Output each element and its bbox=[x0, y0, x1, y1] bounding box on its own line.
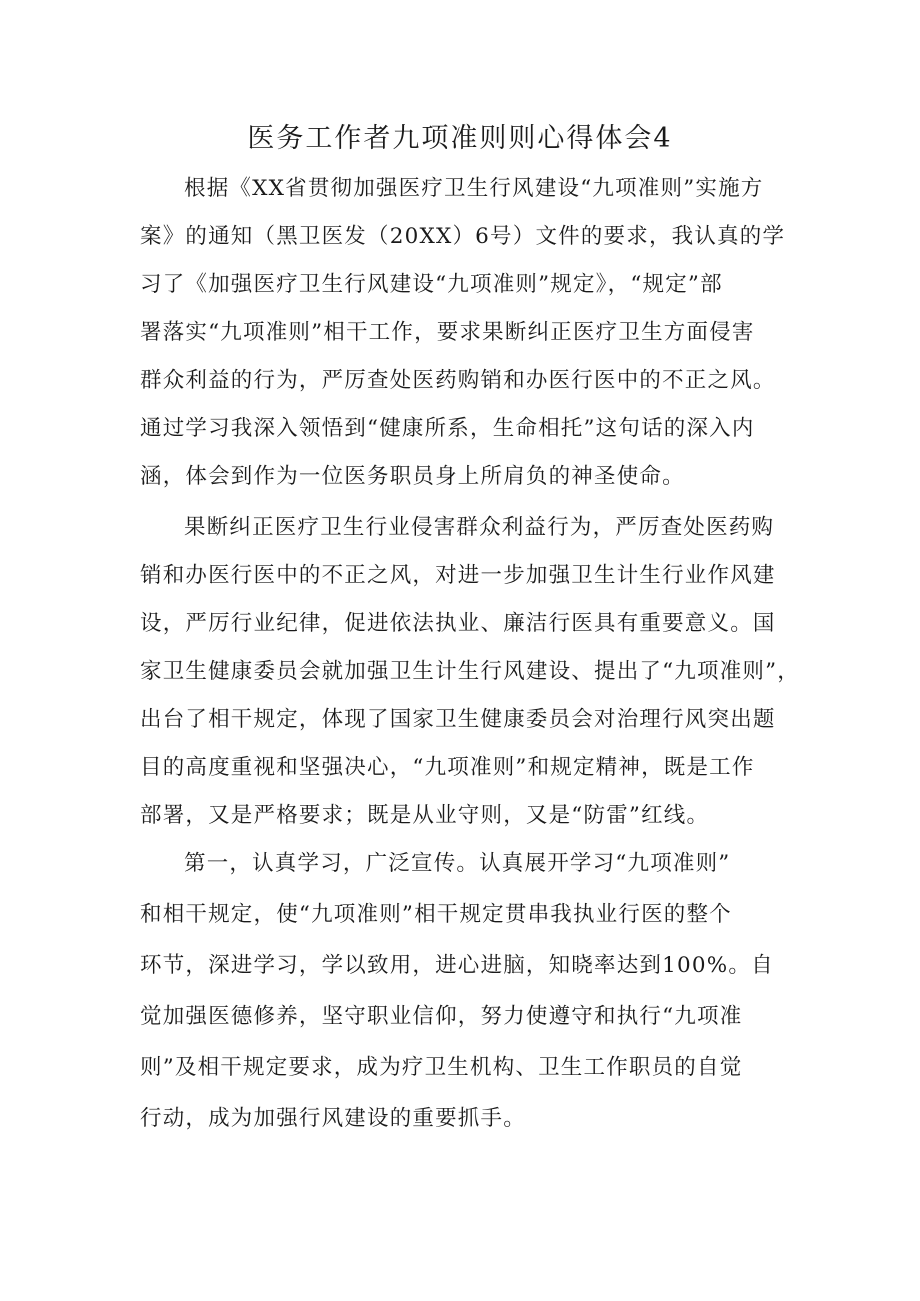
text-line: 第一，认真学习，广泛宣传。认真展开学习“九项准则” bbox=[184, 851, 731, 876]
text-line: 通过学习我深入领悟到“健康所系，生命相托”这句话的深入内 bbox=[140, 416, 755, 441]
paragraph-3 bbox=[140, 838, 774, 1144]
text-line: 觉加强医德修养，坚守职业信仰，努力使遵守和执行“九项准 bbox=[140, 1004, 743, 1029]
paragraph-2 bbox=[140, 504, 800, 840]
text-line: 果断纠正医疗卫生行业侵害群众利益行为，严厉查处医药购 bbox=[184, 515, 775, 540]
text-line: 署落实“九项准则”相干工作，要求果断纠正医疗卫生方面侵害 bbox=[140, 320, 755, 345]
paragraph-1 bbox=[140, 165, 785, 501]
text-line: 群众利益的行为，严厉查处医药购销和办医行医中的不正之风。 bbox=[140, 368, 776, 393]
document-title: 医务工作者九项准则则心得体会4 bbox=[247, 123, 673, 154]
text-line: 家卫生健康委员会就加强卫生计生行风建设、提出了“九项准则”， bbox=[140, 659, 800, 684]
text-line: 则”及相干规定要求，成为疗卫生机构、卫生工作职员的自觉 bbox=[140, 1055, 743, 1080]
text-line: 出台了相干规定，体现了国家卫生健康委员会对治理行风突出题 bbox=[140, 707, 776, 732]
text-line: 案》的通知（黑卫医发（20XX）6号）文件的要求，我认真的学 bbox=[140, 224, 786, 249]
text-line: 环节，深进学习，学以致用，进心进脑，知晓率达到100%。自 bbox=[140, 953, 774, 978]
text-line: 根据《XX省贯彻加强医疗卫生行风建设“九项准则”实施方 bbox=[184, 176, 764, 201]
text-line: 习了《加强医疗卫生行风建设“九项准则”规定》，“规定”部 bbox=[140, 272, 723, 297]
text-line: 行动，成为加强行风建设的重要抓手。 bbox=[140, 1106, 526, 1131]
text-line: 目的高度重视和坚强决心，“九项准则”和规定精神，既是工作 bbox=[140, 755, 755, 780]
text-line: 部署，又是严格要求；既是从业守则，又是“防雷”红线。 bbox=[140, 803, 710, 828]
text-line: 涵，体会到作为一位医务职员身上所肩负的神圣使命。 bbox=[140, 464, 685, 489]
text-line: 销和办医行医中的不正之风，对进一步加强卫生计生行业作风建 bbox=[140, 563, 776, 588]
text-line: 设，严厉行业纪律，促进依法执业、廉洁行医具有重要意义。国 bbox=[140, 611, 776, 636]
text-line: 和相干规定，使“九项准则”相干规定贯串我执业行医的整个 bbox=[140, 902, 732, 927]
